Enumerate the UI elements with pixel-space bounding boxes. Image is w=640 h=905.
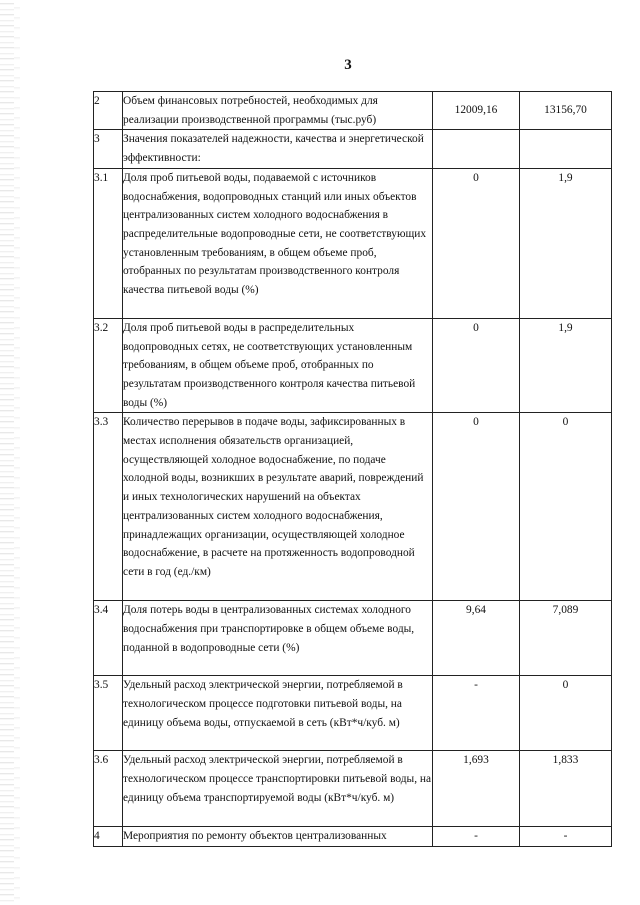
row-number: 3.3 <box>94 413 123 601</box>
row-number: 3.4 <box>94 601 123 676</box>
table-row-3-1 <box>94 168 612 318</box>
row-indicator-text: Доля потерь воды в централизованных системах холодного водоснабжения при транспортировке в общем объеме воды, поданной в водопроводные сети (%) <box>123 604 415 654</box>
row-indicator-name <box>123 676 433 751</box>
table-row-3-2 <box>94 318 612 413</box>
row-indicator-text: Значения показателей надежности, качества и энергетической эффективности: <box>123 133 424 165</box>
row-number: 3.5 <box>94 676 123 751</box>
row-value-year1: 0 <box>433 168 520 318</box>
row-value-year2: 7,089 <box>520 601 612 676</box>
scan-edge-artifact <box>0 0 14 905</box>
row-value-year1: 0 <box>433 318 520 413</box>
row-value-year1: - <box>433 676 520 751</box>
row-indicator-text: Мероприятия по ремонту объектов централизованных <box>123 830 387 843</box>
row-value-year2: 13156,70 <box>520 92 612 130</box>
row-value-year2: 0 <box>520 676 612 751</box>
table-row-3 <box>94 130 612 168</box>
row-indicator-name <box>123 751 433 827</box>
row-value-year1: 1,693 <box>433 751 520 827</box>
row-indicator-name <box>123 413 433 601</box>
row-indicator-name <box>123 168 433 318</box>
row-value-year2: 1,9 <box>520 318 612 413</box>
row-value-year1: - <box>433 827 520 847</box>
row-indicator-name <box>123 827 433 847</box>
row-value-year1: 12009,16 <box>433 92 520 130</box>
table-row-3-3 <box>94 413 612 601</box>
table-row-2 <box>94 92 612 130</box>
row-value-year2: 1,833 <box>520 751 612 827</box>
row-number: 2 <box>94 92 123 130</box>
row-number: 3.6 <box>94 751 123 827</box>
table-row-4 <box>94 827 612 847</box>
row-indicator-name <box>123 92 433 130</box>
row-indicator-text: Доля проб питьевой воды, подаваемой с источников водоснабжения, водопроводных станций или иных объектов централизованных систем холодного водоснабжения в распределительные водопроводные сети, не соответствующих установленным требованиям, в общем объеме проб, отобранных по результатам производственного контроля качества питьевой воды (%) <box>123 171 427 297</box>
row-indicator-name <box>123 130 433 168</box>
row-number: 3.1 <box>94 168 123 318</box>
table-row-3-4 <box>94 601 612 676</box>
row-number: 4 <box>94 827 123 847</box>
row-indicator-name <box>123 318 433 413</box>
row-value-year1: 0 <box>433 413 520 601</box>
row-indicator-text: Удельный расход электрической энергии, потребляемой в технологическом процессе подготовки питьевой воды, на единицу объема воды, отпускаемой в сеть (кВт*ч/куб. м) <box>123 679 403 729</box>
row-value-year2: 1,9 <box>520 168 612 318</box>
row-number: 3 <box>94 130 123 168</box>
table-row-3-5 <box>94 676 612 751</box>
indicators-table <box>93 91 612 847</box>
row-indicator-name <box>123 601 433 676</box>
row-value-year1: 9,64 <box>433 601 520 676</box>
row-indicator-text: Удельный расход электрической энергии, потребляемой в технологическом процессе транспортировки питьевой воды, на единицу объема транспортируемой воды (кВт*ч/куб. м) <box>123 754 432 804</box>
row-value-year2 <box>520 130 612 168</box>
table-row-3-6 <box>94 751 612 827</box>
row-indicator-text: Доля проб питьевой воды в распределительных водопроводных сетях, не соответствующих установленным требованиям, в общем объеме проб, отобранных по результатам производственного контроля качества питьевой воды (%) <box>123 321 416 409</box>
row-number: 3.2 <box>94 318 123 413</box>
row-indicator-text: Объем финансовых потребностей, необходимых для реализации производственной программы (тыс.руб) <box>123 95 378 126</box>
row-value-year2: 0 <box>520 413 612 601</box>
row-value-year2: - <box>520 827 612 847</box>
page-number: 3 <box>344 57 352 73</box>
scan-edge-artifact-inner <box>14 0 20 905</box>
row-value-year1 <box>433 130 520 168</box>
row-indicator-text: Количество перерывов в подаче воды, зафиксированных в местах исполнения обязательств организацией, осуществляющей холодное водоснабжение, по подаче холодной воды, возникших в результате аварий, повреждений и иных технологических нарушений на объектах централизованных систем холодного водоснабжения, принадлежащих организации, осуществляющей холодное водоснабжение, в расчете на протяженность водопроводной сети в год (ед./км) <box>123 416 424 578</box>
